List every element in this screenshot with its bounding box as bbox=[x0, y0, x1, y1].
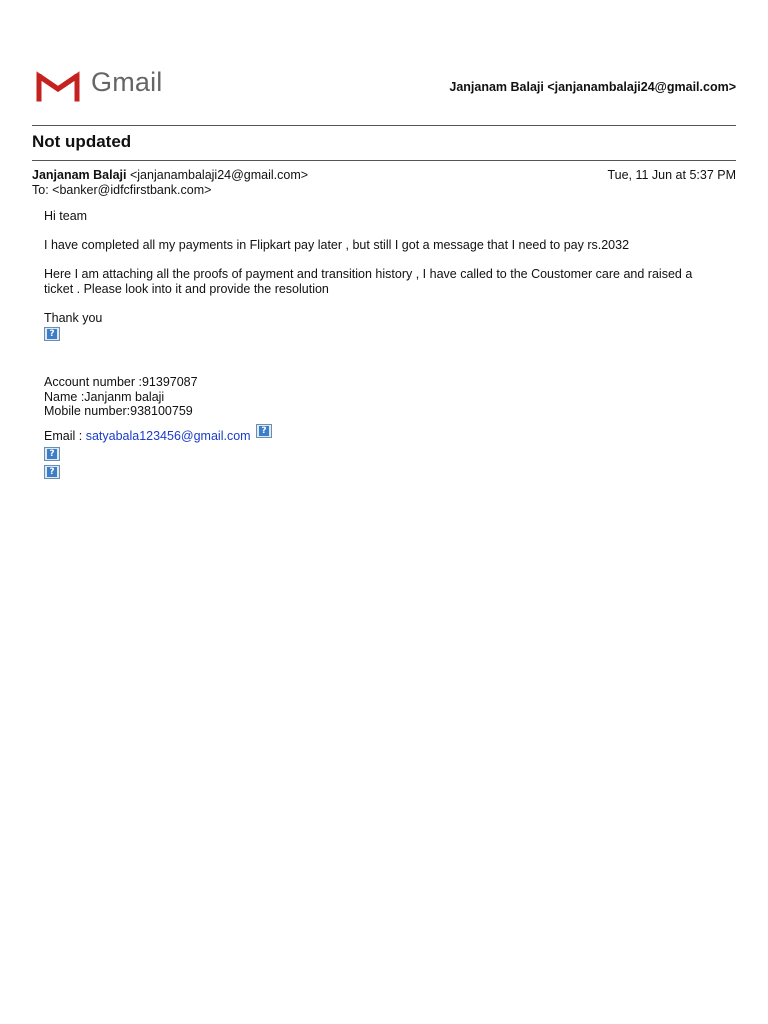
account-header: Janjanam Balaji <janjanambalaji24@gmail.com> bbox=[449, 80, 736, 94]
sender-email: <janjanambalaji24@gmail.com> bbox=[129, 168, 309, 182]
message-body bbox=[44, 209, 724, 483]
email-label: Email : bbox=[44, 428, 86, 443]
email-line bbox=[44, 424, 724, 444]
broken-image-icon[interactable] bbox=[44, 465, 60, 479]
gmail-logo bbox=[36, 68, 186, 106]
closing: Thank you bbox=[44, 310, 103, 325]
account-number: Account number :91397087 bbox=[44, 375, 198, 389]
recipient-line: To: <banker@idfcfirstbank.com> bbox=[32, 183, 212, 197]
broken-image-icon[interactable] bbox=[44, 447, 60, 461]
email-link[interactable]: satyabala123456@gmail.com bbox=[85, 428, 251, 443]
message-date: Tue, 11 Jun at 5:37 PM bbox=[607, 168, 736, 182]
gmail-wordmark: Gmail bbox=[91, 67, 163, 97]
body-paragraph-1: I have completed all my payments in Flipkart pay later , but still I got a message that I need to pay rs.2032 bbox=[44, 238, 630, 252]
greeting: Hi team bbox=[44, 209, 88, 223]
print-header bbox=[0, 0, 768, 120]
broken-image-icon[interactable] bbox=[256, 424, 272, 438]
broken-image-icon[interactable] bbox=[44, 327, 60, 341]
gmail-logo-icon bbox=[36, 70, 80, 102]
divider-top bbox=[32, 125, 736, 126]
sender-name: Janjanam Balaji bbox=[32, 168, 127, 182]
account-name: Name :Janjanm balaji bbox=[44, 389, 165, 404]
message-meta bbox=[32, 168, 736, 198]
body-paragraph-2: Here I am attaching all the proofs of payment and transition history , I have called to the Coustomer care and raised a ticket . Please look into it and provide the resolution bbox=[44, 267, 693, 296]
email-subject: Not updated bbox=[32, 132, 132, 151]
divider-bottom bbox=[32, 160, 736, 161]
mobile-number: Mobile number:938100759 bbox=[44, 404, 193, 418]
